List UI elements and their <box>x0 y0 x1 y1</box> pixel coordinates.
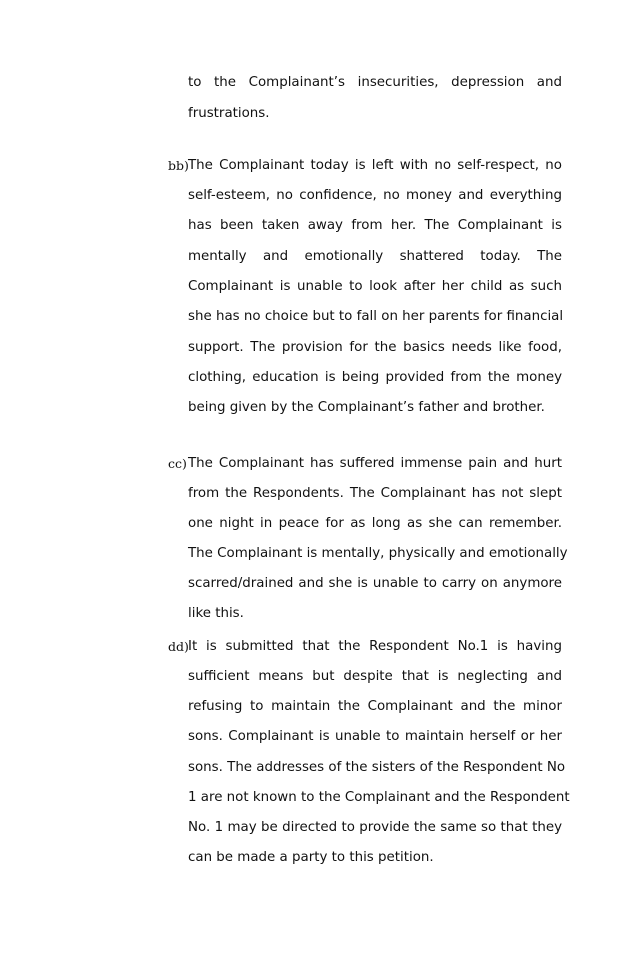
text-line: being given by the Complainant’s father and brother. <box>188 400 545 415</box>
text-line: sufficient means but despite that is neglecting and <box>188 669 562 684</box>
text-line: one night in peace for as long as she can remember. <box>188 516 562 531</box>
text-line: scarred/drained and she is unable to carry on anymore <box>188 576 562 591</box>
text-line: to the Complainant’s insecurities, depression and <box>188 75 562 90</box>
text-line: sons. The addresses of the sisters of the Respondent No <box>188 760 566 775</box>
text-line: It is submitted that the Respondent No.1 is having <box>188 639 562 654</box>
text-line: self-esteem, no confidence, no money and everything <box>188 188 562 203</box>
text-line: No. 1 may be directed to provide the same so that they <box>188 820 562 835</box>
text-line: she has no choice but to fall on her parents for financial <box>188 309 564 324</box>
text-line: can be made a party to this petition. <box>188 850 434 865</box>
text-line: support. The provision for the basics needs like food, <box>188 340 562 355</box>
text-line: from the Respondents. The Complainant has not slept <box>188 486 562 501</box>
paragraph-marker-dd: dd) <box>168 639 189 654</box>
text-line: like this. <box>188 606 244 621</box>
text-line: 1 are not known to the Complainant and the Respondent <box>188 790 570 805</box>
text-line: has been taken away from her. The Complainant is <box>188 218 562 233</box>
text-line: mentally and emotionally shattered today. The <box>188 249 562 264</box>
text-line: The Complainant today is left with no self-respect, no <box>188 158 562 173</box>
paragraph-marker-bb: bb) <box>168 158 189 173</box>
text-line: refusing to maintain the Complainant and the minor <box>188 699 562 714</box>
text-line: sons. Complainant is unable to maintain herself or her <box>188 729 562 744</box>
paragraph-marker-cc: cc) <box>168 456 187 471</box>
text-line: clothing, education is being provided from the money <box>188 370 562 385</box>
text-line: The Complainant has suffered immense pain and hurt <box>188 456 562 471</box>
text-line: frustrations. <box>188 106 270 121</box>
text-line: Complainant is unable to look after her child as such <box>188 279 562 294</box>
text-line: The Complainant is mentally, physically and emotionally <box>188 546 568 561</box>
